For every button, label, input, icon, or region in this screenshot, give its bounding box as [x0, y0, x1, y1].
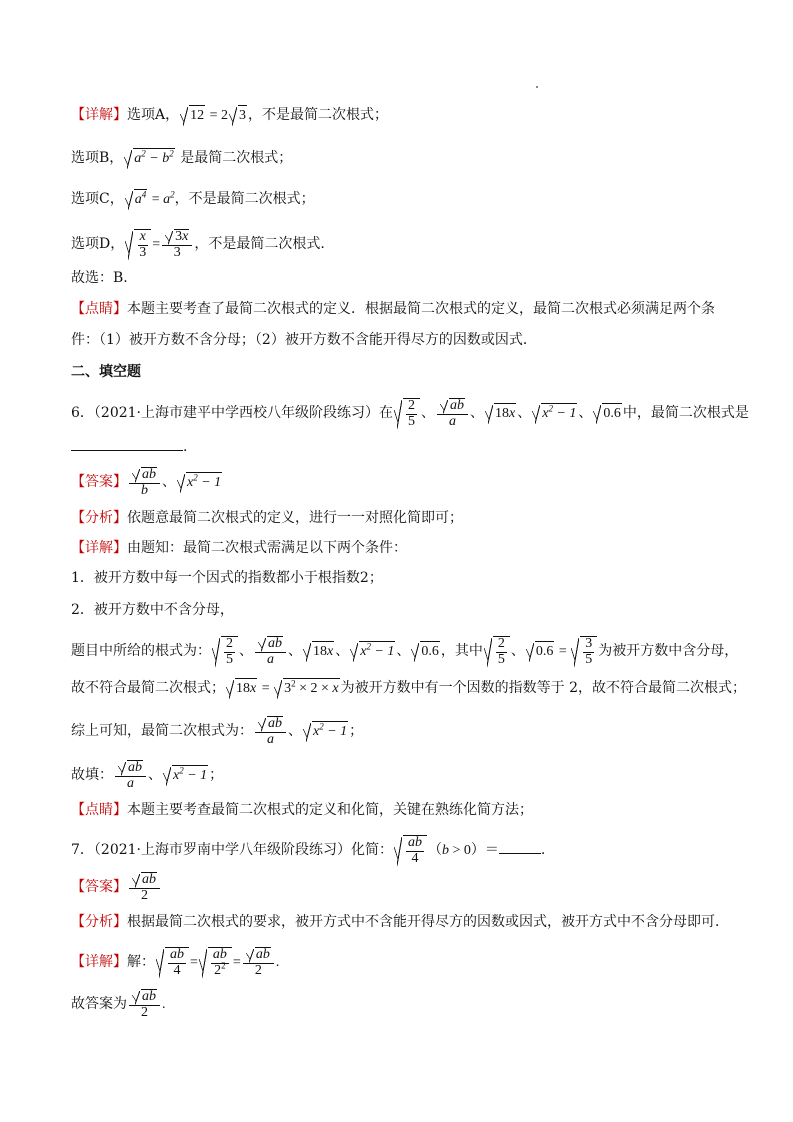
formula-q7: $\frac{ab}{4}$ （b > 0） [393, 843, 485, 858]
question-6: 6．（2021·上海市建平中学西校八年级阶段练习）在 $\frac{2}{5}$ 、 $\frac{ab}{a}$ 、 18x 、 $x^2 - 1$ 、 0.6 中，最简二次根式是 [71, 398, 749, 429]
formula-x-over-3: $\frac{x}{3}$ = $\frac{3x}{3}$ [124, 237, 194, 252]
formula-sqrt12: 12 = 2 3 [179, 108, 248, 123]
line-q6-dianjing: 【点睛】本题主要考查最简二次根式的定义和化简，关键在熟练化简方法； [71, 802, 533, 818]
line-not-fit: 故不符合最简二次根式； $18x = 3^2 \times 2 \times x$ 为被开方数中有一个因数的指数等于 2，故不符合最简二次根式； [71, 678, 746, 699]
line-dianjing-2: 件：（1）被开方数不含分母；（2）被开方数不含能开得尽方的因数或因式． [71, 332, 537, 348]
answer-blank [71, 450, 183, 451]
line-option-b: 选项B， $a^2 - b^2$ 是最简二次根式； [71, 148, 292, 169]
line-dianjing-1: 【点睛】本题主要考查了最简二次根式的定义．根据最简二次根式的定义，最简二次根式必须满足两个条 [71, 301, 715, 317]
line-q6-answer: 【答案】 $\frac{ab}{b}$ 、 $x^2 - 1$ [71, 467, 222, 498]
tag-xiangjie: 【详解】 [71, 107, 127, 123]
line-fill: 故填： $\frac{ab}{a}$ 、 $x^2 - 1$ ； [71, 760, 224, 791]
answer-blank [499, 853, 541, 854]
line-q6-fenxi: 【分析】依题意最简二次根式的定义，进行一一对照化简即可； [71, 510, 463, 526]
answer-choice: 故选：B. [71, 270, 128, 286]
question-6-blank: . [71, 437, 187, 457]
line-option-d: 选项D， $\frac{x}{3}$ = $\frac{3x}{3}$ ，不是最简二次根式. [71, 229, 325, 260]
condition-1: 1．被开方数中每一个因式的指数都小于根指数2； [71, 570, 383, 586]
line-q7-answer: 【答案】 $\frac{ab}{2}$ [71, 872, 162, 903]
formula-q6-list: $\frac{2}{5}$ 、 $\frac{ab}{a}$ 、 18x 、 $x^2 - 1$ 、 0.6 [393, 406, 623, 421]
section-title: 二、填空题 [71, 364, 141, 380]
line-q7-final: 故答案为 $\frac{ab}{2}$ . [71, 989, 166, 1020]
formula-q6-answer: $\frac{ab}{b}$ [127, 475, 162, 490]
condition-2: 2．被开方数中不含分母， [71, 602, 234, 618]
question-7: 7．（2021·上海市罗南中学八年级阶段练习）化简： $\frac{ab}{4}$ （b > 0）＝ . [71, 835, 546, 866]
line-option-a: 【详解】选项A， 12 = 2 3 ，不是最简二次根式； [71, 105, 388, 126]
line-q7-fenxi: 【分析】根据最简二次根式的要求，被开方式中不含能开得尽方的因数或因式，被开方式中不含分母即可． [71, 914, 729, 930]
line-q7-xiangjie: 【详解】解： $\frac{ab}{4}$ = $\frac{ab}{2^2}$ = $\frac{ab}{2}$ . [71, 947, 280, 978]
line-q6-xiangjie: 【详解】由题知：最简二次根式需满足以下两个条件： [71, 540, 407, 556]
scan-dot [536, 86, 538, 88]
formula-a4: $a^4 = a^2$ [124, 192, 175, 207]
line-option-c: 选项C， $a^4 = a^2$，不是最简二次根式； [71, 189, 315, 210]
line-summary: 综上可知，最简二次根式为： $\frac{ab}{a}$ 、 $x^2 - 1$ ； [71, 716, 364, 747]
formula-a2-b2: $a^2 - b^2$ [123, 151, 175, 166]
line-given-radicals: 题目中所给的根式为： $\frac{2}{5}$ 、 $\frac{ab}{a}$ 、 18x 、 $x^2 - 1$ 、 0.6 ，其中 $\frac{2}{5}$ 、 0.6 = $\frac{3}{5}$ 为被开方数中含分母， [71, 636, 739, 667]
